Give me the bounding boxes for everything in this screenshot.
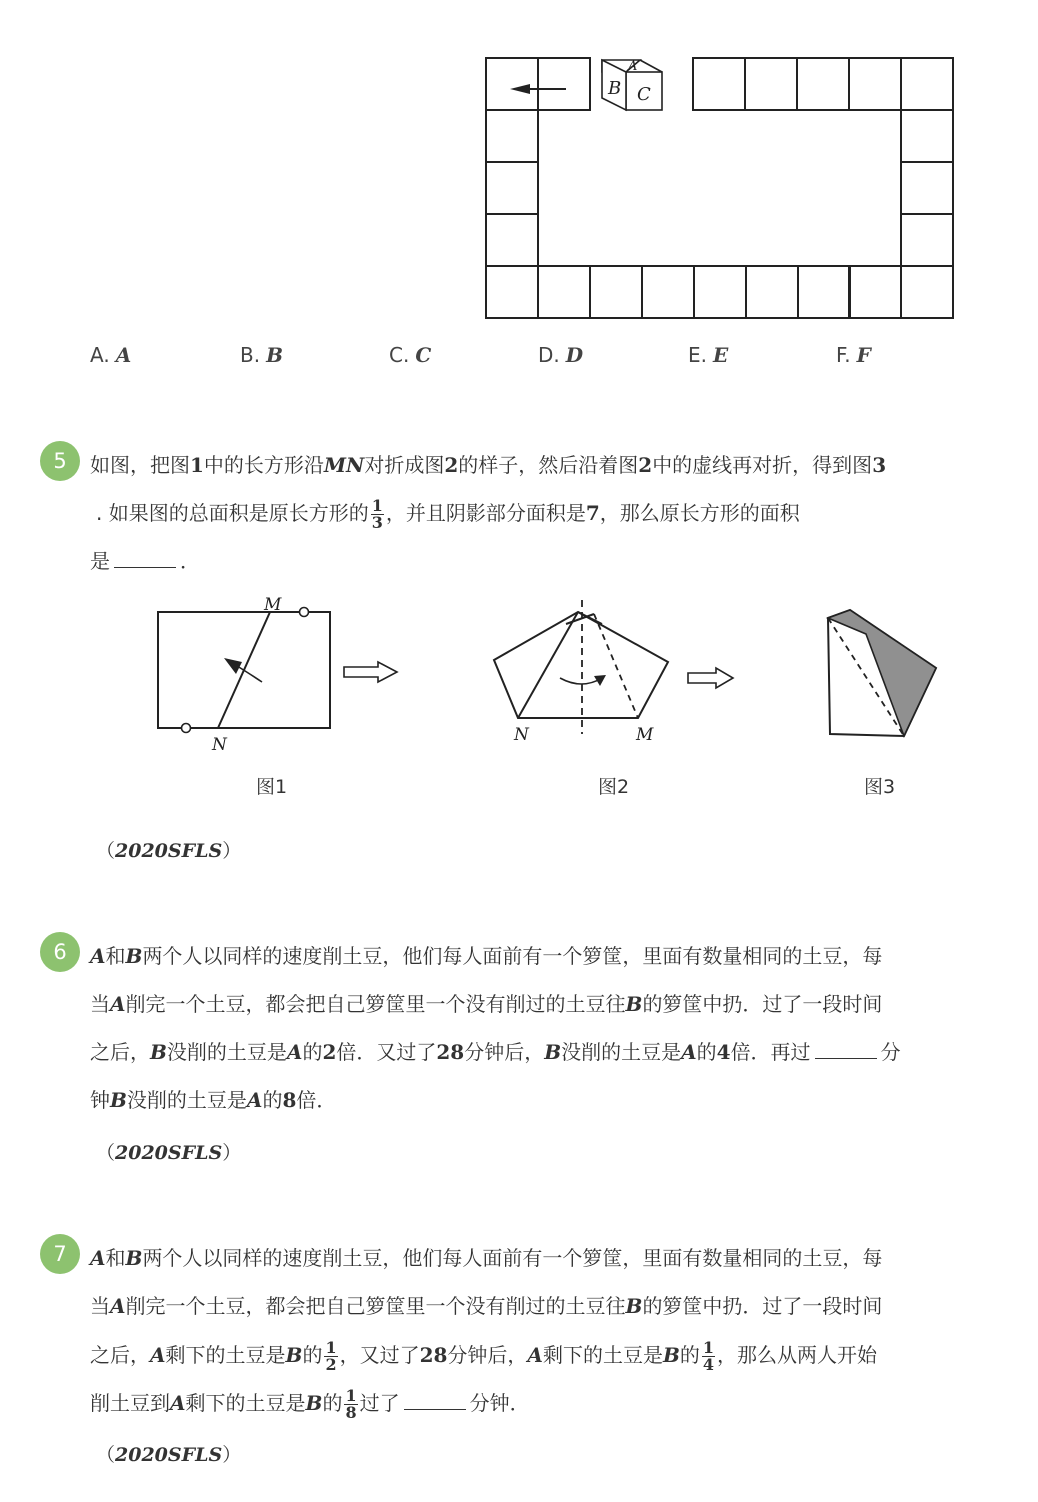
right-arrow-icon bbox=[686, 666, 736, 690]
label-n: N bbox=[514, 725, 529, 745]
fraction-one-eighth: $\frac{1}{8}$ bbox=[345, 1386, 357, 1422]
label-n: N bbox=[212, 735, 227, 755]
q5-line-3: 是 ． bbox=[90, 549, 200, 573]
right-arrow-icon bbox=[342, 660, 400, 684]
question-number-badge: 7 bbox=[40, 1234, 80, 1274]
q5-line-1: 如图，把图1中的长方形沿MN对折成图2的样子，然后沿着图2中的虚线再对折，得到图3 bbox=[90, 453, 887, 477]
option-e[interactable]: E. E bbox=[688, 343, 729, 367]
answer-blank[interactable] bbox=[404, 1391, 466, 1410]
figure-1 bbox=[150, 590, 340, 760]
option-a[interactable]: A. A bbox=[90, 343, 132, 367]
q6-line-4: 钟B没削的土豆是A的8倍． bbox=[90, 1088, 337, 1112]
question-number-badge: 5 bbox=[40, 441, 80, 481]
cube-label-c: C bbox=[637, 84, 651, 105]
source-tag: （2020SFLS） bbox=[96, 840, 242, 862]
board-figure bbox=[480, 52, 960, 324]
cube-label-b: B bbox=[608, 78, 622, 99]
option-b[interactable]: B. B bbox=[240, 343, 283, 367]
q6-line-3: 之后，B没削的土豆是A的2倍．又过了28分钟后，B没削的土豆是A的4倍．再过 分 bbox=[90, 1040, 901, 1064]
caption-figure-2: 图2 bbox=[598, 776, 630, 798]
answer-blank[interactable] bbox=[114, 549, 176, 568]
label-m: M bbox=[636, 725, 654, 745]
fraction-one-half: $\frac{1}{2}$ bbox=[325, 1338, 337, 1374]
cube-label-a: A bbox=[628, 59, 638, 74]
q6-line-1: A和B两个人以同样的速度削土豆，他们每人面前有一个箩筐，里面有数量相同的土豆，每 bbox=[90, 944, 883, 968]
caption-figure-1: 图1 bbox=[256, 776, 288, 798]
q5-line-2: . 如果图的总面积是原长方形的 $\frac{1}{3}$ ，并且阴影部分面积是7，那么原长方形的面积 bbox=[96, 496, 800, 532]
source-tag: （2020SFLS） bbox=[96, 1142, 242, 1164]
fraction-one-third: $\frac{1}{3}$ bbox=[371, 496, 383, 532]
source-tag: （2020SFLS） bbox=[96, 1444, 242, 1466]
q7-line-3: 之后，A剩下的土豆是B的 $\frac{1}{2}$ ，又过了28分钟后，A剩下的土豆是B的 $\frac{1}{4}$ ，那么从两人开始 bbox=[90, 1338, 877, 1374]
q6-line-2: 当A削完一个土豆，都会把自己箩筐里一个没有削过的土豆往B的箩筐中扔．过了一段时间 bbox=[90, 992, 883, 1016]
option-c[interactable]: C. C bbox=[389, 343, 432, 367]
figure-3 bbox=[820, 604, 945, 744]
q7-line-1: A和B两个人以同样的速度削土豆，他们每人面前有一个箩筐，里面有数量相同的土豆，每 bbox=[90, 1246, 883, 1270]
option-f[interactable]: F. F bbox=[836, 343, 871, 367]
q7-line-4: 削土豆到A剩下的土豆是B的 $\frac{1}{8}$ 过了 分钟． bbox=[90, 1386, 530, 1422]
answer-blank[interactable] bbox=[815, 1040, 877, 1059]
q7-line-2: 当A削完一个土豆，都会把自己箩筐里一个没有削过的土豆往B的箩筐中扔．过了一段时间 bbox=[90, 1294, 883, 1318]
question-number-badge: 6 bbox=[40, 932, 80, 972]
figure-2 bbox=[490, 598, 675, 748]
label-m: M bbox=[264, 595, 282, 615]
fraction-one-quarter: $\frac{1}{4}$ bbox=[702, 1338, 714, 1374]
caption-figure-3: 图3 bbox=[864, 776, 896, 798]
option-d[interactable]: D. D bbox=[538, 343, 584, 367]
